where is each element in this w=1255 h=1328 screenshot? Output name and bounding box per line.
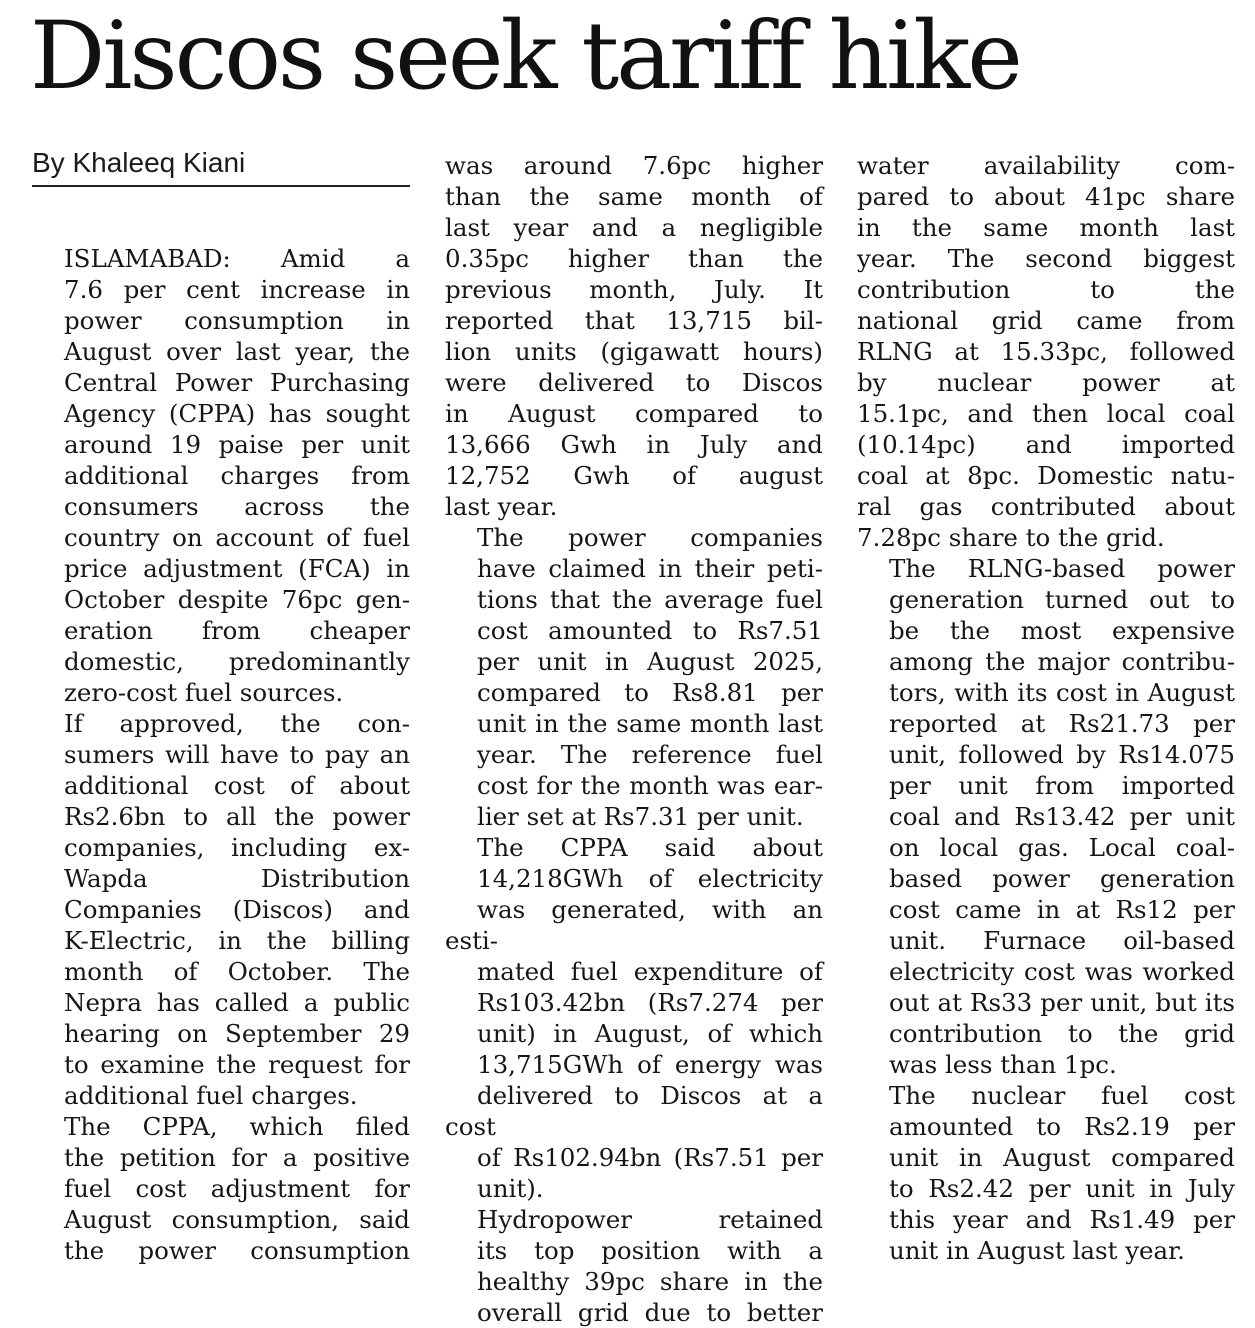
text-line: national grid came from — [857, 306, 1235, 335]
text-line: Wapda Distribution — [64, 864, 410, 893]
text-line: 14,218GWh of electricity — [477, 864, 823, 893]
text-line: 13,715GWh of energy was — [477, 1050, 823, 1079]
text-line: domestic, predominantly — [64, 647, 410, 676]
text-line: per unit in August 2025, — [477, 647, 823, 676]
text-line: fuel cost adjustment for — [64, 1174, 410, 1203]
text-line: If approved, the con- — [64, 709, 410, 738]
text-line: of Rs102.94bn (Rs7.51 per — [477, 1143, 823, 1172]
text-line: was generated, with an esti- — [445, 895, 823, 955]
text-line: coal at 8pc. Domestic natu- — [857, 461, 1235, 490]
text-line: unit) in August, of which — [477, 1019, 823, 1048]
text-line: contribution to the grid — [889, 1019, 1235, 1048]
text-line: Companies (Discos) and — [64, 895, 410, 924]
text-line: pared to about 41pc share — [857, 182, 1235, 211]
text-line: reported at Rs21.73 per — [889, 709, 1235, 738]
text-line: unit in the same month last — [477, 709, 823, 738]
text-line: electricity cost was worked — [889, 957, 1235, 986]
text-line: lion units (gigawatt hours) — [445, 337, 823, 366]
article-column-3 — [857, 150, 1235, 1266]
text-line: based power generation — [889, 864, 1235, 893]
text-line: water availability com- — [857, 151, 1235, 180]
text-line: Central Power Purchasing — [64, 368, 410, 397]
text-line: unit. Furnace oil-based — [889, 926, 1235, 955]
text-line: zero-cost fuel sources. — [64, 678, 344, 707]
text-line: tors, with its cost in August — [889, 678, 1235, 707]
article-paragraph — [445, 522, 823, 832]
text-line: by nuclear power at — [857, 368, 1235, 397]
text-line: Rs2.6bn to all the power — [64, 802, 410, 831]
article-column-2 — [445, 150, 823, 1328]
text-line: to examine the request for — [64, 1050, 410, 1079]
article-paragraph — [857, 1080, 1235, 1266]
text-line: have claimed in their peti- — [477, 554, 823, 583]
text-line: ISLAMABAD: Amid a — [64, 244, 410, 273]
text-line: additional fuel charges. — [64, 1081, 358, 1110]
text-line: to Rs2.42 per unit in July — [889, 1174, 1235, 1203]
headline: Discos seek tariff hike — [30, 2, 1020, 111]
text-line: month of October. The — [64, 957, 410, 986]
text-line: Nepra has called a public — [64, 988, 410, 1017]
text-line: the petition for a positive — [64, 1143, 410, 1172]
text-line: amounted to Rs2.19 per — [889, 1112, 1235, 1141]
text-line: mated fuel expenditure of — [477, 957, 823, 986]
text-line: K-Electric, in the billing — [64, 926, 410, 955]
text-line: per unit from imported — [889, 771, 1235, 800]
article-paragraph — [32, 243, 410, 708]
text-line: country on account of fuel — [64, 523, 410, 552]
text-line: was less than 1pc. — [889, 1050, 1117, 1079]
text-line: previous month, July. It — [445, 275, 823, 304]
text-line: were delivered to Discos — [445, 368, 823, 397]
text-line: 7.28pc share to the grid. — [857, 523, 1165, 552]
article-column-1 — [32, 243, 410, 1266]
article-paragraph — [445, 150, 823, 522]
text-line: cost for the month was ear- — [477, 771, 823, 800]
text-line: 12,752 Gwh of august — [445, 461, 823, 490]
text-line: in August compared to — [445, 399, 823, 428]
text-line: consumers across the — [64, 492, 410, 521]
text-line: year. The reference fuel — [477, 740, 823, 769]
text-line: 0.35pc higher than the — [445, 244, 823, 273]
text-line: ral gas contributed about — [857, 492, 1235, 521]
text-line: last year and a negligible — [445, 213, 823, 242]
text-line: on local gas. Local coal- — [889, 833, 1235, 862]
text-line: unit, followed by Rs14.075 — [889, 740, 1235, 769]
text-line: was around 7.6pc higher — [445, 151, 823, 180]
text-line: The CPPA said about — [477, 833, 823, 862]
article-paragraph — [445, 1204, 823, 1328]
text-line: lier set at Rs7.31 per unit. — [477, 802, 804, 831]
text-line: its top position with a — [477, 1236, 823, 1265]
text-line: August over last year, the — [64, 337, 410, 366]
text-line: compared to Rs8.81 per — [477, 678, 823, 707]
text-line: reported that 13,715 bil- — [445, 306, 823, 335]
text-line: The power companies — [477, 523, 823, 552]
text-line: last year. — [445, 492, 558, 521]
text-line: 15.1pc, and then local coal — [857, 399, 1235, 428]
text-line: The CPPA, which filed — [64, 1112, 410, 1141]
article-paragraph — [32, 1111, 410, 1266]
text-line: companies, including ex- — [64, 833, 410, 862]
text-line: 7.6 per cent increase in — [64, 275, 410, 304]
text-line: hearing on September 29 — [64, 1019, 410, 1048]
text-line: 13,666 Gwh in July and — [445, 430, 823, 459]
text-line: be the most expensive — [889, 616, 1235, 645]
article-paragraph — [445, 832, 823, 1204]
text-line: RLNG at 15.33pc, followed — [857, 337, 1235, 366]
text-line: in the same month last — [857, 213, 1235, 242]
text-line: contribution to the — [857, 275, 1235, 304]
text-line: cost amounted to Rs7.51 — [477, 616, 823, 645]
text-line: The RLNG-based power — [889, 554, 1235, 583]
text-line: tions that the average fuel — [477, 585, 823, 614]
text-line: generation turned out to — [889, 585, 1235, 614]
text-line: unit in August last year. — [889, 1236, 1185, 1265]
text-line: The nuclear fuel cost — [889, 1081, 1235, 1110]
text-line: the power consumption — [64, 1236, 410, 1265]
text-line: additional cost of about — [64, 771, 410, 800]
article-paragraph — [857, 553, 1235, 1080]
text-line: Rs103.42bn (Rs7.274 per — [477, 988, 823, 1017]
text-line: than the same month of — [445, 182, 823, 211]
text-line: power consumption in — [64, 306, 410, 335]
text-line: August consumption, said — [64, 1205, 410, 1234]
text-line: price adjustment (FCA) in — [64, 554, 410, 583]
text-line: overall grid due to better — [477, 1298, 823, 1327]
text-line: year. The second biggest — [857, 244, 1235, 273]
text-line: this year and Rs1.49 per — [889, 1205, 1235, 1234]
text-line: healthy 39pc share in the — [477, 1267, 823, 1296]
text-line: Agency (CPPA) has sought — [64, 399, 410, 428]
article-paragraph — [857, 150, 1235, 553]
byline: By Khaleeq Kiani — [32, 145, 410, 187]
text-line: delivered to Discos at a cost — [445, 1081, 823, 1141]
article-paragraph — [32, 708, 410, 1111]
text-line: Hydropower retained — [477, 1205, 823, 1234]
text-line: unit). — [477, 1174, 544, 1203]
text-line: coal and Rs13.42 per unit — [889, 802, 1235, 831]
text-line: among the major contribu- — [889, 647, 1235, 676]
text-line: additional charges from — [64, 461, 410, 490]
text-line: (10.14pc) and imported — [857, 430, 1235, 459]
text-line: cost came in at Rs12 per — [889, 895, 1235, 924]
text-line: around 19 paise per unit — [64, 430, 410, 459]
text-line: October despite 76pc gen- — [64, 585, 410, 614]
text-line: eration from cheaper — [64, 616, 410, 645]
text-line: out at Rs33 per unit, but its — [889, 988, 1235, 1017]
text-line: unit in August compared — [889, 1143, 1235, 1172]
text-line: sumers will have to pay an — [64, 740, 410, 769]
